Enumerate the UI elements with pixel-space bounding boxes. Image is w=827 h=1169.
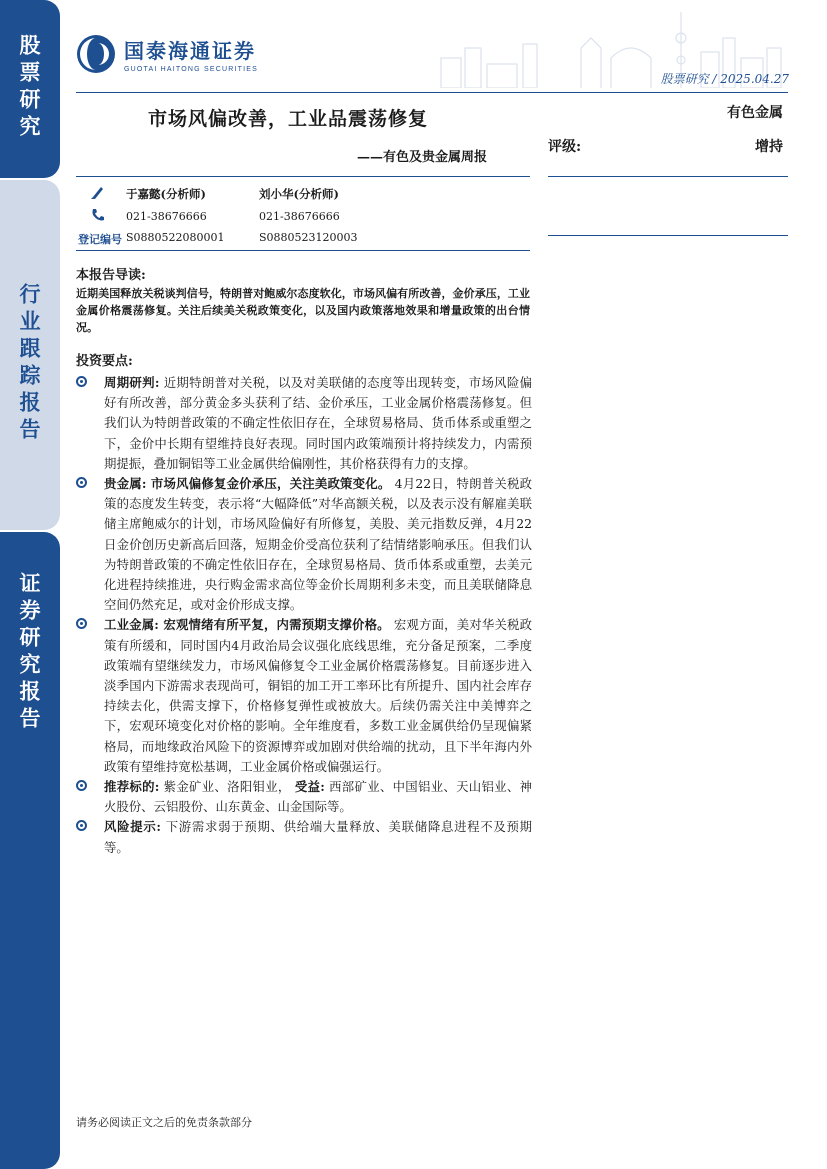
report-meta-date: 股票研究 / 2025.04.27 xyxy=(660,72,789,86)
point-text: 近期特朗普对关税，以及对美联储的态度等出现转变，市场风险偏好有所改善，部分黄金多头获利了结、金价承压，工业金属价格震荡修复。但我们认为特朗普政策的不确定性依旧存在，全球贸易格局、货币体系或重塑之下，金价中长期有望维持良好表现。同时国内政策端预计将持续发力，内需预期提振，叠加铜铝等工业金属供给偏刚性，其价格获得有力的支撑。 xyxy=(104,375,532,471)
list-item xyxy=(74,817,532,857)
guide-heading: 本报告导读: xyxy=(76,268,146,283)
list-item xyxy=(74,474,532,615)
phone-icon xyxy=(90,207,106,223)
point-key: 工业金属: 宏观情绪有所平复，内需预期支撑价格。 xyxy=(104,617,390,633)
analyst-reg-1: S0880522080001 xyxy=(126,231,225,244)
analyst-name-2: 刘小华(分析师) xyxy=(259,187,339,201)
disclaimer-footer: 请务必阅读正文之后的免责条款部分 xyxy=(76,1116,252,1129)
point-key: 推荐标的: xyxy=(104,779,160,795)
analyst-divider-top xyxy=(76,176,530,177)
rating-divider-bottom xyxy=(548,235,788,236)
bullet-icon xyxy=(76,618,87,629)
list-item xyxy=(74,777,532,817)
bullet-icon xyxy=(76,477,87,488)
point-text: 宏观方面，美对华关税政策有所缓和，同时国内4月政治局会议强化底线思维，充分备足预案，二季度政策端有望继续发力，市场风偏修复令工业金属价格震荡修复。目前逐步进入淡季国内下游需求表现尚可，铜铝的加工开工率环比有所提升、国内社会库存持续去化，供需支撑下，价格修复弹性或被放大。后续仍需关注中美博弈之下，宏观环境变化对价格的影响。全年维度看，多数工业金属供给仍呈现偏紧格局，而地缘政治风险下的资源博弈或加剧对供给端的扰动，且下半年海内外政策有望维持宽松基调，工业金属价格或偏强运行。 xyxy=(104,617,532,774)
analyst-name-1: 于嘉懿(分析师) xyxy=(126,187,206,201)
point-text: 紫金矿业、洛阳钼业， xyxy=(163,779,291,795)
sector-name: 有色金属 xyxy=(727,105,783,121)
analyst-reg-2: S0880523120003 xyxy=(259,231,358,244)
header-divider xyxy=(76,92,788,93)
rating-divider-top xyxy=(548,176,788,177)
rating-label: 评级: xyxy=(548,139,582,155)
point-text: 下游需求弱于预期、供给端大量释放、美联储降息进程不及预期等。 xyxy=(104,819,533,855)
analyst-divider-bottom xyxy=(76,250,530,251)
logo-name-en: GUOTAI HAITONG SECURITIES xyxy=(124,66,258,73)
point-text-beneficiaries: 西部矿业、中国铝业、天山铝业、神火股份、云铝股份、山东黄金、山金国际等。 xyxy=(104,779,532,815)
point-key: 贵金属: 市场风偏修复金价承压，关注美政策变化。 xyxy=(104,476,391,492)
points-list xyxy=(74,373,532,858)
guide-text: 近期美国释放关税谈判信号，特朗普对鲍威尔态度软化，市场风偏有所改善，金价承压，工业金属价格震荡修复。关注后续美关税政策变化，以及国内政策落地效果和增量政策的出台情况。 xyxy=(76,287,530,334)
point-text: 4月22日，特朗普关税政策的态度发生转变，表示将“大幅降低”对华高额关税，以及表示没有解雇美联储主席鲍威尔的计划，市场风险偏好有所修复，美股、美元指数反弹，4月22日金价创历史新高后回落，短期金价受高位获利了结情绪影响承压。但我们认为特朗普政策的不确定性依旧存在，全球贸易格局、货币体系或重塑，去美元化进程持续推进，央行购金需求高位等金价长周期利多未变，而且美联储降息空间仍然充足，或对金价形成支撑。 xyxy=(104,476,532,613)
logo-icon xyxy=(76,34,116,74)
list-item xyxy=(74,373,532,474)
point-key-beneficiaries: 受益: xyxy=(294,779,325,795)
brand-logo xyxy=(76,34,258,74)
report-title: 市场风偏改善，工业品震荡修复 xyxy=(148,108,429,130)
bullet-icon xyxy=(76,780,87,791)
analyst-phone-1: 021-38676666 xyxy=(126,210,207,223)
pen-icon xyxy=(90,184,106,200)
logo-name-cn: 国泰海通证券 xyxy=(124,39,256,63)
point-key: 风险提示: xyxy=(104,819,162,835)
bullet-icon xyxy=(76,820,87,831)
analyst-phone-2: 021-38676666 xyxy=(259,210,340,223)
points-heading: 投资要点: xyxy=(76,354,133,369)
sidebar-label-report-type: 行业跟踪报告 xyxy=(17,283,42,445)
registration-label: 登记编号 xyxy=(78,233,122,246)
sidebar-label-securities-research: 证券研究报告 xyxy=(17,572,42,734)
list-item xyxy=(74,615,532,777)
sidebar-label-stock-research: 股票研究 xyxy=(17,34,42,142)
report-subtitle: ——有色及贵金属周报 xyxy=(357,150,488,165)
bullet-icon xyxy=(76,376,87,387)
point-key: 周期研判: xyxy=(104,375,160,390)
rating-value: 增持 xyxy=(755,139,783,155)
